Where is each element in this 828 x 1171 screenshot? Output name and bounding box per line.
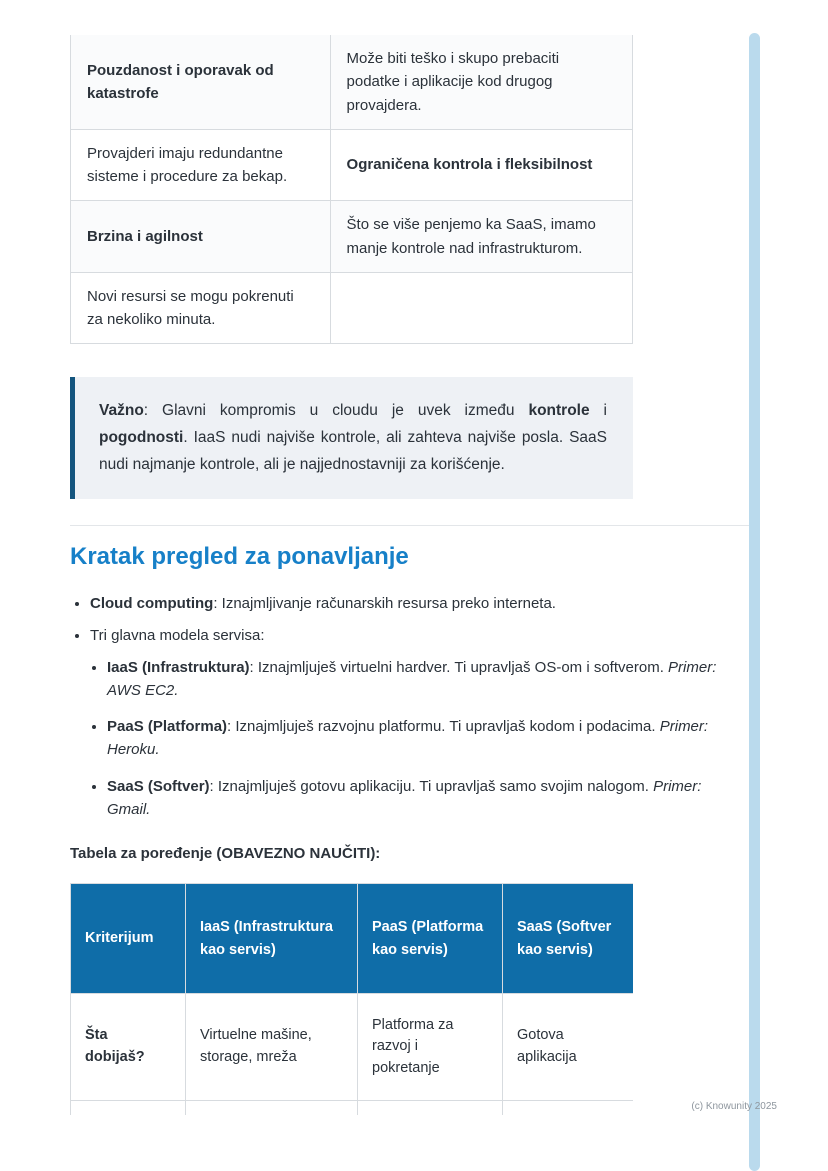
section-heading: Kratak pregled za ponavljanje [70,543,409,571]
table-cell [358,1101,503,1116]
term-text: Tri glavna modela servisa: [90,627,265,645]
callout-text: . IaaS nudi najviše kontrole, ali zahteva najviše posla. SaaS nudi najmanje kontrole, ali je najjednostavniji za korišćenje. [99,428,607,473]
callout-bold: pogodnosti [99,428,184,446]
comparison-table-wrapper [70,883,633,1115]
table-row [71,129,633,201]
scrollbar[interactable] [749,33,760,1171]
callout-text: : Glavni kompromis u cloudu je uvek između [143,402,529,420]
list-item [90,624,725,821]
table-cell: Ograničena kontrola i fleksibilnost [330,129,632,201]
pros-cons-table [70,35,633,344]
table-cell: Gotova aplikacija [503,994,634,1101]
term: PaaS (Platforma) [107,718,228,736]
table-cell: Platforma za razvoj i pokretanje [358,994,503,1101]
example-text: Primer: Heroku. [107,718,709,759]
table-cell: Brzina i agilnost [71,201,331,273]
term: IaaS (Infrastruktura) [107,658,250,676]
term-text: : Iznajmljivanje računarskih resursa preko interneta. [213,595,556,613]
list-item [107,715,725,762]
comparison-table [70,883,633,1115]
section-divider [70,525,758,526]
term-text: : Iznajmljuješ gotovu aplikaciju. Ti upravljaš samo svojim nalogom. [209,777,654,795]
column-header: Kriterijum [71,884,186,994]
example-text: Primer: Gmail. [107,777,702,818]
callout-bold: Važno [99,402,144,420]
table-row [71,1101,634,1116]
table-cell: Provajderi imaju redundantne sisteme i procedure za bekap. [71,129,331,201]
review-list [70,592,725,821]
table-cell [71,1101,186,1116]
term: SaaS (Softver) [107,777,210,795]
document-content [70,35,760,1115]
watermark: (c) Knowunity 2025 [691,1101,777,1112]
table-cell: Pouzdanost i oporavak od katastrofe [71,35,331,129]
table-cell: Šta dobijaš? [71,994,186,1101]
column-header: PaaS (Platforma kao servis) [358,884,503,994]
table-row [71,994,634,1101]
table-cell: Novi resursi se mogu pokrenuti za nekoliko minuta. [71,272,331,344]
example-text: Primer: AWS EC2. [107,658,717,699]
table-cell [503,1101,634,1116]
column-header: SaaS (Softver kao servis) [503,884,634,994]
list-item [107,656,725,703]
table-cell [330,272,632,344]
important-callout [70,377,633,499]
list-item [107,775,725,822]
table-row [71,272,633,344]
term-text: : Iznajmljuješ razvojnu platformu. Ti upravljaš kodom i podacima. [227,718,660,736]
column-header: IaaS (Infrastruktura kao servis) [186,884,358,994]
comparison-table-title: Tabela za poređenje (OBAVEZNO NAUČITI): [70,845,381,863]
term: Cloud computing [90,595,214,613]
callout-text: i [589,402,607,420]
table-cell [186,1101,358,1116]
term-text: : Iznajmljuješ virtuelni hardver. Ti upravljaš OS-om i softverom. [249,658,669,676]
table-header-row [71,884,634,994]
list-item [90,592,725,615]
callout-bold: kontrole [528,402,590,420]
table-cell: Može biti teško i skupo prebaciti podatke i aplikacije kod drugog provajdera. [330,35,632,129]
table-cell: Virtuelne mašine, storage, mreža [186,994,358,1101]
table-row [71,35,633,129]
service-models-list [90,656,725,822]
table-row [71,201,633,273]
table-cell: Što se više penjemo ka SaaS, imamo manje kontrole nad infrastrukturom. [330,201,632,273]
